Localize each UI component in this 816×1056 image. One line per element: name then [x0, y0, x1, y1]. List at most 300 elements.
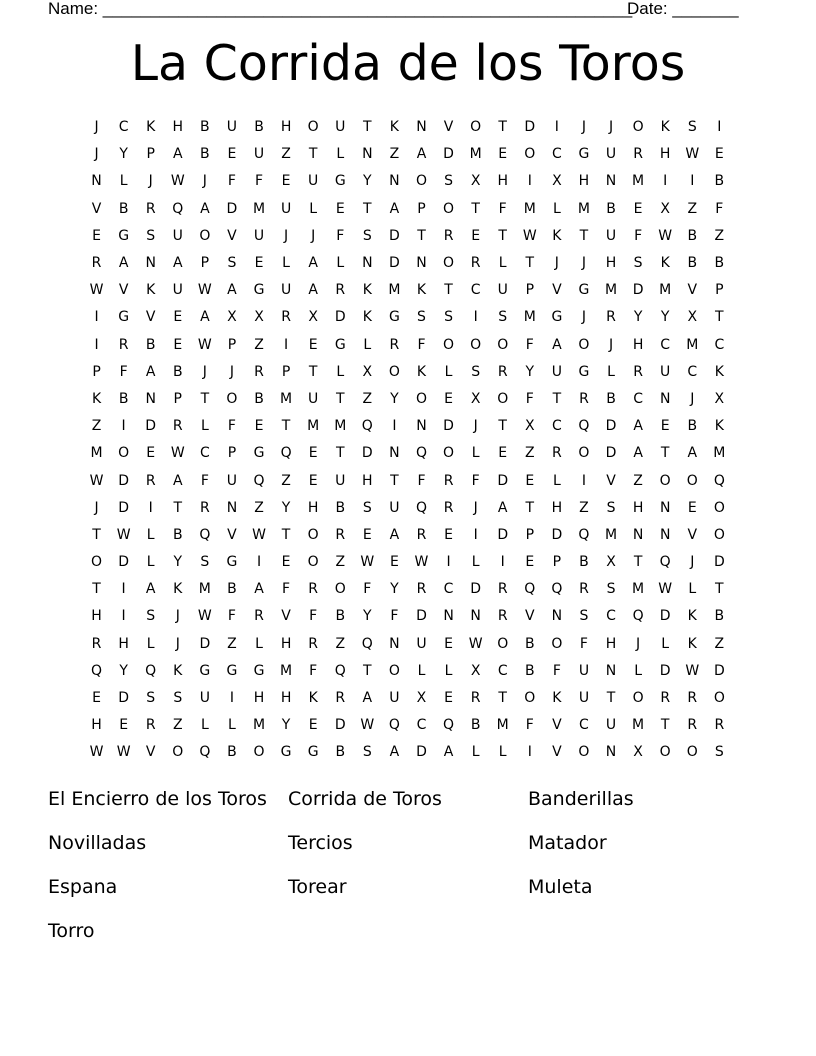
grid-letter: Q	[524, 581, 536, 598]
grid-letter: R	[199, 499, 210, 516]
grid-letter: S	[146, 608, 156, 625]
grid-letter: O	[307, 526, 319, 543]
grid-letter: V	[227, 227, 237, 244]
grid-letter: W	[89, 744, 104, 761]
grid-letter: O	[91, 554, 103, 571]
grid-row	[83, 114, 733, 141]
grid-letter: R	[579, 581, 589, 598]
grid-letter: G	[118, 227, 130, 244]
grid-letter: M	[686, 336, 699, 353]
grid-letter: Y	[525, 363, 535, 380]
grid-letter: E	[173, 336, 183, 353]
grid-letter: J	[473, 499, 478, 516]
grid-letter: V	[443, 119, 454, 136]
grid-letter: B	[145, 336, 156, 353]
grid-letter: Z	[281, 146, 291, 163]
grid-letter: Z	[389, 146, 400, 163]
grid-letter: T	[715, 309, 724, 326]
grid-letter: S	[146, 227, 156, 244]
grid-letter: A	[172, 255, 183, 272]
grid-letter: N	[605, 744, 617, 761]
grid-letter: U	[605, 146, 617, 163]
grid-letter: Q	[172, 200, 184, 217]
grid-row	[83, 277, 733, 304]
grid-letter: F	[309, 608, 318, 625]
grid-letter: M	[523, 200, 536, 217]
grid-letter: Y	[173, 554, 183, 571]
grid-letter: W	[89, 282, 104, 299]
grid-letter: T	[552, 390, 562, 407]
grid-row	[83, 332, 733, 359]
grid-letter: W	[658, 581, 673, 598]
grid-letter: T	[200, 390, 210, 407]
grid-letter: W	[468, 635, 483, 652]
grid-letter: T	[471, 200, 480, 217]
grid-letter: B	[200, 119, 210, 136]
grid-letter: Q	[145, 662, 157, 679]
grid-letter: K	[552, 227, 562, 244]
grid-letter: G	[334, 336, 346, 353]
grid-letter: D	[361, 445, 373, 462]
grid-letter: I	[446, 554, 451, 571]
grid-letter: N	[659, 499, 671, 516]
grid-letter: B	[714, 608, 725, 625]
grid-letter: P	[146, 146, 155, 163]
grid-letter: F	[227, 418, 236, 435]
grid-letter: O	[524, 690, 536, 707]
grid-letter: G	[578, 146, 590, 163]
grid-letter: G	[578, 282, 590, 299]
word-bank-item: Novilladas	[48, 832, 147, 854]
grid-letter: B	[172, 526, 183, 543]
grid-letter: T	[363, 662, 372, 679]
grid-letter: Q	[713, 472, 725, 489]
grid-letter: L	[607, 363, 615, 380]
grid-letter: Q	[578, 418, 590, 435]
grid-letter: G	[307, 744, 319, 761]
grid-letter: K	[362, 309, 372, 326]
grid-letter: V	[687, 282, 698, 299]
grid-letter: Y	[633, 309, 643, 326]
grid-letter: E	[308, 336, 318, 353]
grid-row	[83, 196, 733, 223]
grid-letter: H	[118, 635, 129, 652]
grid-letter: J	[636, 635, 641, 652]
grid-letter: A	[308, 255, 318, 272]
grid-letter: I	[527, 173, 532, 190]
grid-letter: Q	[91, 662, 103, 679]
grid-letter: Y	[660, 309, 670, 326]
grid-letter: E	[308, 445, 318, 462]
grid-letter: J	[94, 146, 99, 163]
grid-letter: U	[308, 173, 319, 190]
grid-letter: A	[118, 255, 129, 272]
grid-letter: Q	[578, 526, 590, 543]
grid-letter: O	[470, 336, 482, 353]
grid-letter: I	[500, 554, 505, 571]
grid-letter: U	[172, 227, 183, 244]
grid-letter: E	[389, 554, 399, 571]
grid-letter: F	[227, 173, 236, 190]
grid-letter: L	[309, 200, 318, 217]
grid-letter: X	[416, 690, 427, 707]
grid-letter: N	[389, 445, 400, 462]
word-bank-item: Muleta	[528, 876, 593, 898]
grid-letter: L	[552, 472, 561, 489]
grid-letter: N	[605, 173, 617, 190]
grid-letter: I	[121, 581, 126, 598]
grid-letter: O	[253, 744, 265, 761]
grid-letter: K	[687, 635, 697, 652]
grid-letter: R	[714, 717, 725, 734]
grid-letter: O	[334, 581, 346, 598]
grid-letter: E	[498, 445, 508, 462]
grid-letter: I	[94, 309, 99, 326]
grid-letter: N	[659, 526, 671, 543]
grid-letter: H	[605, 255, 617, 272]
grid-letter: R	[633, 146, 643, 163]
grid-letter: W	[170, 445, 185, 462]
grid-letter: W	[89, 472, 104, 489]
grid-letter: R	[91, 635, 102, 652]
grid-letter: G	[280, 744, 292, 761]
grid-letter: L	[200, 717, 209, 734]
grid-letter: M	[713, 445, 726, 462]
grid-letter: H	[172, 119, 184, 136]
grid-letter: W	[170, 173, 185, 190]
grid-letter: F	[552, 662, 561, 679]
grid-letter: F	[227, 608, 236, 625]
grid-letter: Z	[633, 472, 643, 489]
grid-letter: W	[414, 554, 429, 571]
grid-letter: K	[91, 390, 102, 407]
grid-letter: O	[199, 227, 211, 244]
grid-letter: H	[91, 717, 102, 734]
grid-letter: Z	[579, 499, 589, 516]
grid-letter: L	[200, 418, 209, 435]
grid-letter: F	[309, 662, 318, 679]
grid-letter: A	[362, 690, 373, 707]
grid-letter: R	[254, 608, 264, 625]
grid-letter: R	[172, 418, 183, 435]
grid-letter: K	[552, 690, 562, 707]
grid-letter: C	[199, 445, 210, 462]
grid-letter: N	[416, 119, 427, 136]
grid-letter: F	[417, 472, 426, 489]
grid-letter: N	[226, 499, 238, 516]
grid-letter: D	[443, 146, 454, 163]
grid-letter: U	[578, 690, 590, 707]
grid-letter: E	[444, 390, 453, 407]
grid-letter: O	[524, 146, 536, 163]
grid-letter: C	[470, 282, 481, 299]
grid-letter: D	[226, 200, 238, 217]
grid-letter: Q	[659, 554, 671, 571]
grid-letter: H	[362, 472, 373, 489]
grid-letter: X	[308, 309, 318, 326]
grid-letter: N	[416, 418, 427, 435]
grid-letter: M	[307, 418, 320, 435]
grid-letter: L	[417, 662, 426, 679]
grid-letter: A	[633, 445, 643, 462]
grid-letter: T	[417, 227, 426, 244]
grid-letter: R	[335, 690, 346, 707]
grid-letter: T	[363, 200, 372, 217]
grid-row	[83, 603, 733, 630]
grid-letter: E	[471, 227, 481, 244]
grid-letter: R	[308, 635, 319, 652]
grid-letter: R	[470, 690, 481, 707]
grid-letter: W	[197, 282, 212, 299]
grid-letter: E	[362, 526, 372, 543]
grid-letter: Q	[361, 418, 373, 435]
grid-letter: B	[470, 717, 481, 734]
grid-letter: F	[200, 472, 209, 489]
grid-letter: V	[687, 526, 698, 543]
word-bank-item: Matador	[528, 832, 607, 854]
grid-letter: T	[92, 526, 101, 543]
grid-letter: Z	[335, 554, 346, 571]
grid-letter: T	[660, 717, 670, 734]
grid-letter: S	[444, 173, 453, 190]
grid-letter: M	[252, 717, 266, 734]
grid-letter: D	[199, 635, 211, 652]
grid-letter: X	[524, 418, 535, 435]
grid-row	[83, 168, 733, 195]
grid-letter: E	[444, 526, 453, 543]
grid-letter: B	[606, 390, 616, 407]
grid-letter: A	[145, 581, 156, 598]
grid-letter: I	[392, 418, 397, 435]
grid-letter: Y	[390, 390, 399, 407]
grid-letter: E	[308, 717, 318, 734]
grid-letter: T	[715, 581, 724, 598]
grid-letter: K	[146, 282, 156, 299]
grid-letter: B	[335, 499, 346, 516]
grid-letter: R	[335, 526, 346, 543]
grid-letter: Q	[199, 526, 211, 543]
grid-letter: F	[525, 336, 534, 353]
grid-letter: J	[284, 227, 289, 244]
grid-letter: S	[362, 499, 372, 516]
grid-row	[83, 250, 733, 277]
grid-letter: T	[498, 227, 507, 244]
word-bank-item: Torear	[288, 876, 347, 898]
word-bank	[48, 777, 768, 953]
grid-letter: R	[118, 336, 129, 353]
grid-letter: T	[335, 390, 345, 407]
grid-row	[83, 576, 733, 603]
grid-letter: F	[417, 336, 426, 353]
grid-letter: W	[685, 146, 700, 163]
grid-letter: R	[497, 363, 508, 380]
grid-letter: A	[389, 526, 400, 543]
grid-letter: R	[579, 390, 589, 407]
grid-letter: H	[307, 499, 319, 516]
grid-letter: D	[470, 581, 482, 598]
word-search-grid	[83, 114, 733, 767]
grid-letter: O	[632, 119, 644, 136]
grid-letter: Z	[254, 499, 264, 516]
grid-letter: O	[388, 662, 400, 679]
grid-letter: S	[227, 255, 237, 272]
grid-letter: Q	[280, 445, 292, 462]
grid-letter: I	[148, 499, 153, 516]
grid-letter: A	[389, 744, 400, 761]
grid-letter: D	[145, 418, 157, 435]
grid-letter: E	[444, 690, 453, 707]
grid-letter: L	[255, 635, 263, 652]
grid-letter: B	[687, 418, 698, 435]
grid-letter: Y	[281, 717, 291, 734]
grid-letter: J	[94, 499, 99, 516]
grid-letter: L	[471, 554, 480, 571]
grid-letter: U	[335, 472, 346, 489]
grid-letter: P	[715, 282, 724, 299]
grid-letter: V	[552, 717, 562, 734]
grid-letter: H	[632, 499, 644, 516]
grid-letter: N	[362, 146, 373, 163]
grid-letter: B	[118, 200, 129, 217]
grid-letter: I	[121, 418, 126, 435]
grid-letter: T	[444, 282, 453, 299]
grid-letter: L	[336, 146, 345, 163]
grid-letter: F	[336, 227, 345, 244]
grid-letter: R	[552, 445, 562, 462]
grid-letter: B	[606, 200, 616, 217]
grid-letter: K	[714, 363, 724, 380]
grid-letter: R	[470, 255, 481, 272]
grid-letter: M	[632, 717, 645, 734]
grid-letter: T	[525, 255, 535, 272]
grid-letter: J	[581, 119, 587, 136]
grid-letter: W	[360, 717, 375, 734]
grid-letter: L	[336, 363, 345, 380]
grid-letter: F	[634, 227, 643, 244]
grid-letter: Z	[172, 717, 183, 734]
grid-letter: U	[253, 227, 265, 244]
grid-letter: R	[660, 690, 671, 707]
grid-letter: Q	[415, 499, 427, 516]
grid-letter: I	[229, 690, 234, 707]
grid-letter: Z	[714, 227, 725, 244]
grid-letter: V	[281, 608, 291, 625]
grid-letter: B	[254, 390, 264, 407]
grid-letter: F	[119, 363, 128, 380]
grid-letter: H	[578, 173, 590, 190]
grid-letter: R	[687, 717, 698, 734]
grid-letter: G	[226, 662, 238, 679]
grid-letter: R	[145, 200, 156, 217]
word-bank-item: Banderillas	[528, 788, 634, 810]
grid-row	[83, 359, 733, 386]
word-bank-item: Tercios	[288, 832, 353, 854]
grid-letter: I	[554, 119, 559, 136]
grid-letter: U	[660, 363, 671, 380]
grid-letter: D	[497, 472, 509, 489]
grid-letter: D	[497, 526, 509, 543]
grid-letter: T	[633, 554, 643, 571]
grid-letter: F	[579, 635, 588, 652]
grid-letter: L	[444, 363, 453, 380]
grid-letter: W	[658, 227, 673, 244]
grid-letter: M	[388, 282, 401, 299]
grid-letter: N	[145, 390, 156, 407]
grid-letter: C	[497, 662, 508, 679]
grid-letter: D	[713, 662, 725, 679]
grid-row	[83, 413, 733, 440]
grid-letter: O	[578, 336, 590, 353]
grid-letter: B	[524, 662, 535, 679]
grid-letter: W	[116, 744, 131, 761]
grid-letter: D	[416, 608, 427, 625]
grid-letter: X	[227, 309, 237, 326]
grid-letter: Z	[91, 418, 102, 435]
grid-letter: M	[198, 581, 211, 598]
grid-letter: R	[91, 255, 102, 272]
grid-letter: L	[661, 635, 670, 652]
grid-letter: E	[444, 635, 453, 652]
grid-letter: O	[307, 119, 319, 136]
grid-row	[83, 685, 733, 712]
grid-letter: B	[714, 255, 725, 272]
grid-letter: W	[522, 227, 537, 244]
grid-letter: K	[173, 662, 183, 679]
grid-letter: A	[254, 581, 264, 598]
grid-letter: F	[525, 717, 534, 734]
grid-letter: L	[363, 336, 372, 353]
grid-letter: T	[498, 690, 507, 707]
grid-letter: F	[471, 472, 480, 489]
grid-letter: K	[416, 282, 427, 299]
grid-letter: O	[713, 499, 725, 516]
grid-letter: B	[714, 173, 725, 190]
grid-letter: G	[253, 445, 265, 462]
grid-letter: J	[148, 173, 153, 190]
grid-letter: R	[606, 309, 616, 326]
grid-letter: M	[496, 717, 509, 734]
grid-letter: A	[497, 499, 508, 516]
grid-letter: R	[687, 690, 698, 707]
grid-letter: O	[443, 200, 455, 217]
grid-letter: X	[254, 309, 264, 326]
grid-letter: D	[524, 119, 536, 136]
grid-letter: F	[390, 608, 399, 625]
grid-letter: V	[91, 200, 102, 217]
grid-letter: I	[284, 336, 289, 353]
grid-row	[83, 522, 733, 549]
grid-letter: E	[281, 173, 291, 190]
grid-letter: B	[254, 119, 264, 136]
grid-letter: D	[605, 445, 617, 462]
grid-row	[83, 440, 733, 467]
grid-letter: T	[281, 418, 291, 435]
name-field-label: Name: ________________________________________________________	[48, 0, 633, 18]
grid-row	[83, 141, 733, 168]
grid-row	[83, 739, 733, 766]
grid-letter: J	[608, 336, 614, 353]
grid-letter: A	[687, 445, 698, 462]
grid-letter: E	[281, 554, 291, 571]
grid-letter: T	[660, 445, 670, 462]
grid-letter: J	[473, 418, 478, 435]
grid-letter: I	[94, 336, 99, 353]
grid-letter: P	[227, 336, 237, 353]
grid-letter: U	[280, 282, 292, 299]
grid-letter: D	[713, 554, 725, 571]
grid-letter: O	[443, 445, 455, 462]
grid-letter: K	[660, 255, 670, 272]
